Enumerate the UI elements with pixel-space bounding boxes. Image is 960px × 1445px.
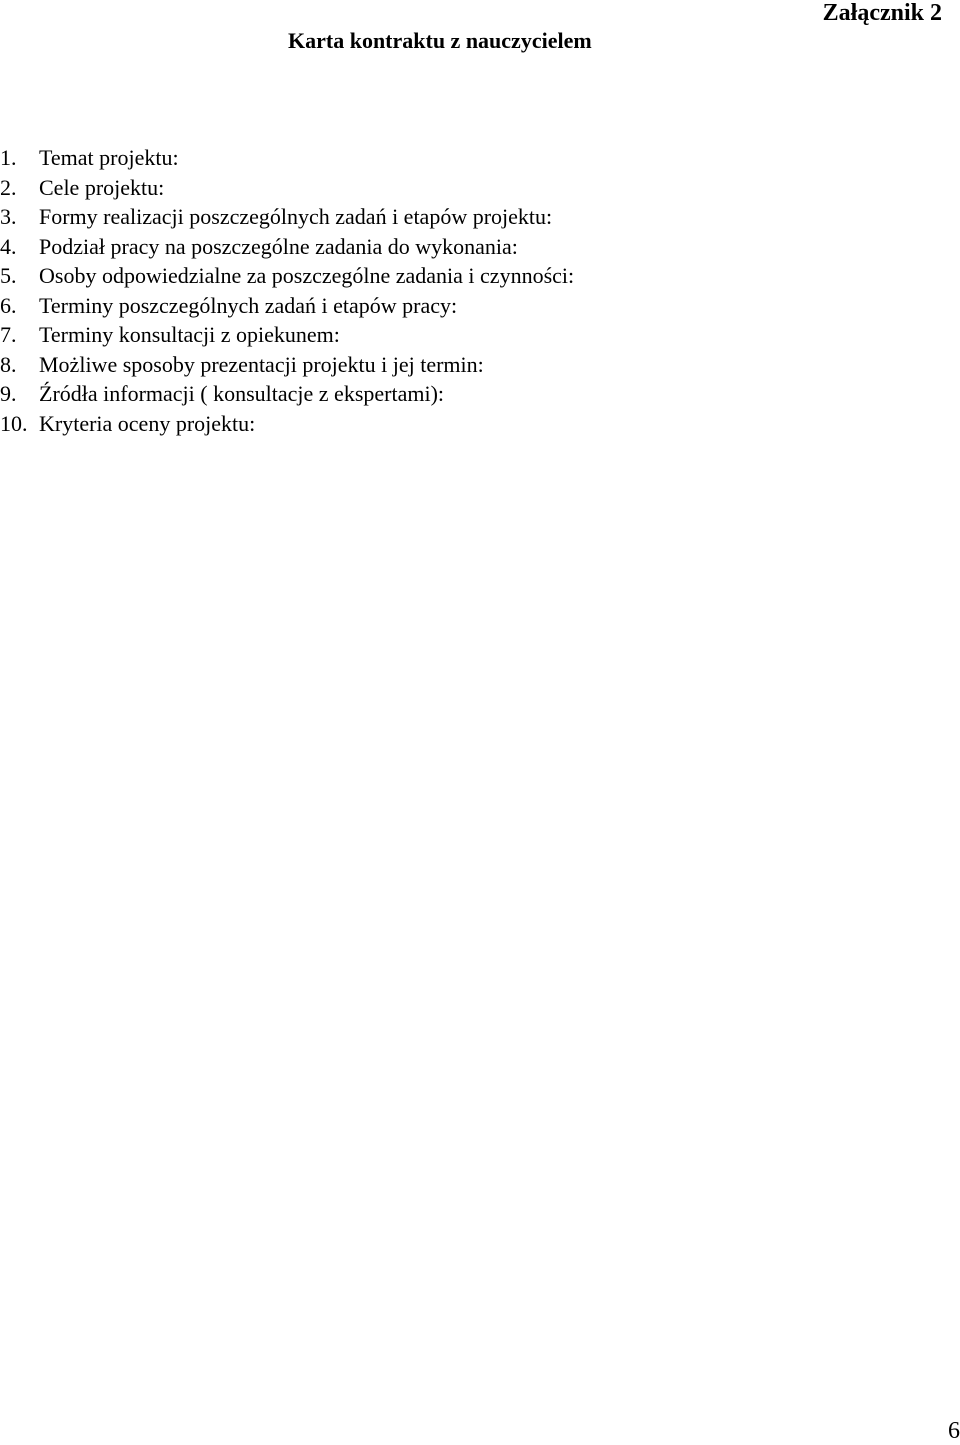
list-item xyxy=(0,291,574,321)
item-text: Cele projektu: xyxy=(39,174,165,200)
list-item xyxy=(0,261,574,291)
list-item xyxy=(0,143,574,173)
item-text: Możliwe sposoby prezentacji projektu i jej termin: xyxy=(39,351,484,377)
item-number: 9. xyxy=(0,381,17,406)
item-number: 4. xyxy=(0,233,17,259)
item-text: Terminy konsultacji z opiekunem: xyxy=(39,322,340,347)
item-text: Temat projektu: xyxy=(39,145,179,170)
document-title: Karta kontraktu z nauczycielem xyxy=(288,28,592,53)
item-text: Podział pracy na poszczególne zadania do wykonania: xyxy=(39,233,518,259)
page-number: 6 xyxy=(948,1418,960,1444)
item-text: Źródła informacji ( konsultacje z ekspertami): xyxy=(39,381,445,406)
item-text: Osoby odpowiedzialne za poszczególne zadania i czynności: xyxy=(39,263,575,288)
list-item xyxy=(0,320,574,350)
item-number: 7. xyxy=(0,322,17,347)
item-number: 1. xyxy=(0,145,17,170)
item-number: 10. xyxy=(0,410,28,436)
list-item xyxy=(0,379,574,409)
list-item xyxy=(0,202,574,232)
list-item xyxy=(0,232,574,262)
item-text: Terminy poszczególnych zadań i etapów pracy: xyxy=(39,292,458,318)
contract-items-list xyxy=(0,143,574,438)
item-text: Formy realizacji poszczególnych zadań i etapów projektu: xyxy=(39,204,553,229)
list-item xyxy=(0,350,574,380)
item-number: 5. xyxy=(0,263,17,288)
list-item xyxy=(0,173,574,203)
item-number: 8. xyxy=(0,351,17,377)
item-number: 3. xyxy=(0,204,17,229)
item-number: 6. xyxy=(0,292,17,318)
list-item xyxy=(0,409,574,439)
item-number: 2. xyxy=(0,174,17,200)
annex-label: Załącznik 2 xyxy=(822,0,942,26)
item-text: Kryteria oceny projektu: xyxy=(39,410,256,436)
